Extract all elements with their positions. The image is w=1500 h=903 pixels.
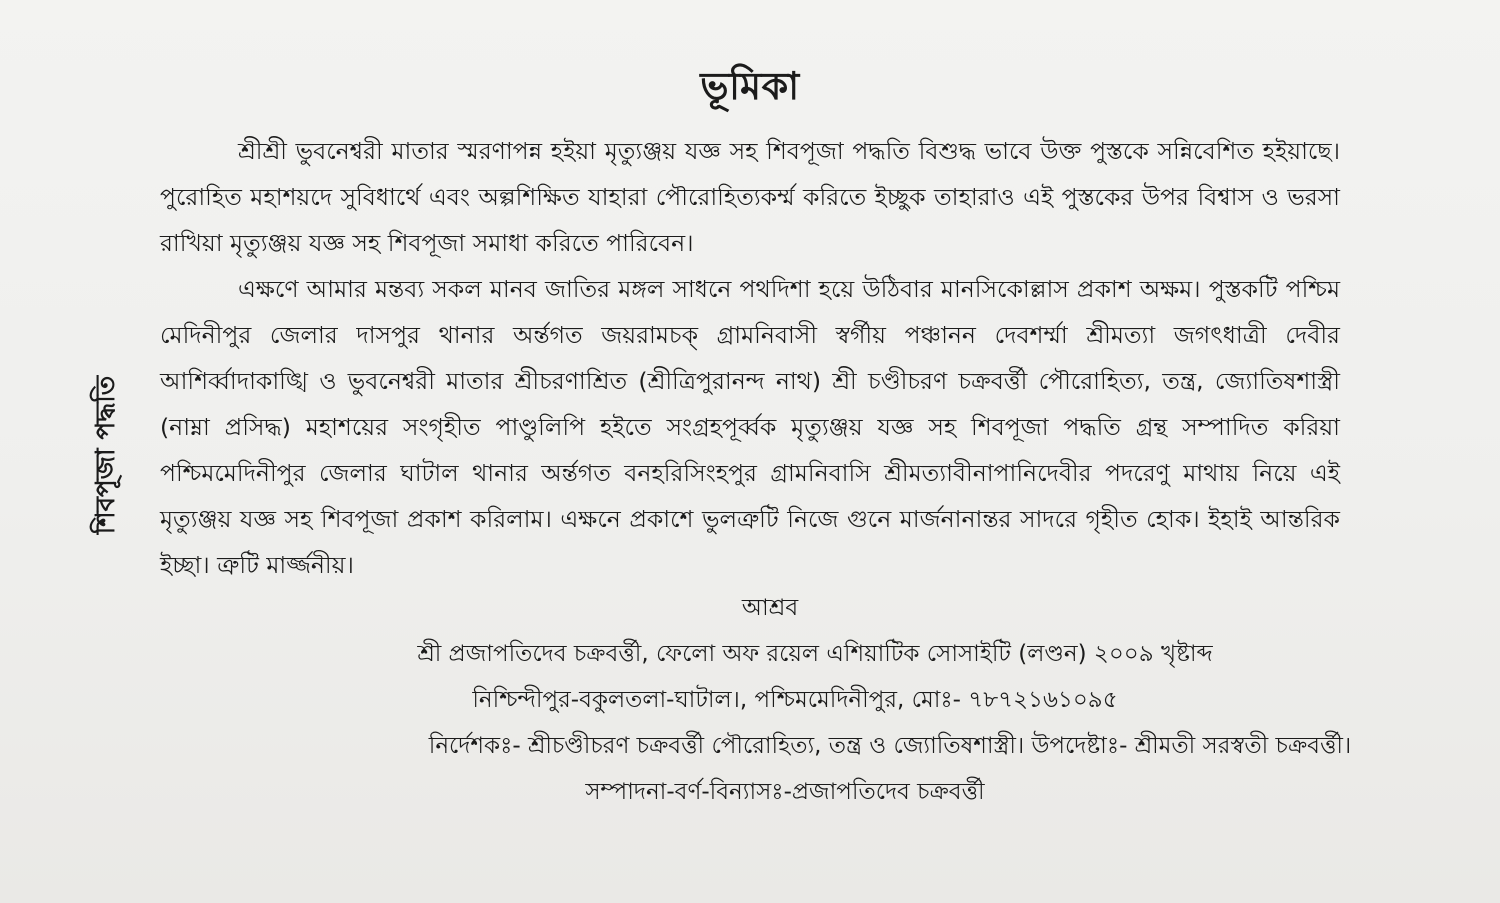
author-line: শ্রী প্রজাপতিদেব চক্রবর্ত্তী, ফেলো অফ রয়েল এশিয়াটিক সোসাইটি (লণ্ডন) ২০০৯ খৃষ্টাব্দ: [417, 641, 1213, 667]
signoff-heading: আশ্রব: [741, 595, 799, 621]
editor-line: সম্পাদনা-বর্ণ-বিন্যাসঃ-প্রজাপতিদেব চক্রবর্ত্তী: [585, 779, 985, 805]
side-label-text: শিবপূজা পদ্ধতি: [91, 375, 121, 535]
director-line: নির্দেশকঃ- শ্রীচণ্ডীচরণ চক্রবর্ত্তী পৌরোহিত্য, তন্ত্র ও জ্যোতিষশাস্ত্রী। উপদেষ্টাঃ- শ্রীমতী সরস্বতী চক্রবর্ত্তী।: [428, 733, 1352, 759]
page-title: ভূমিকা: [700, 64, 800, 108]
body-text: [160, 128, 1340, 588]
address-line: নিশ্চিন্দীপুর-বকুলতলা-ঘাটাল।, পশ্চিমমেদিনীপুর, মোঃ- ৭৮৭২১৬১০৯৫: [472, 687, 1118, 713]
paragraph-2: এক্ষণে আমার মন্তব্য সকল মানব জাতির মঙ্গল সাধনে পথদিশা হয়ে উঠিবার মানসিকোল্লাস প্রকাশ অক্ষম। পুস্তকটি পশ্চিম মেদিনীপুর জেলার দাসপুর থানার অর্ন্তগত জয়রামচক্ গ্রামনিবাসী স্বর্গীয় পঞ্চানন দেবশর্ম্মা শ্রীমত্যা জগৎধাত্রী দেবীর আশির্ব্বাদাকাঙ্খি ও ভুবনেশ্বরী মাতার শ্রীচরণাশ্রিত (শ্রীত্রিপুরানন্দ নাথ) শ্রী চণ্ডীচরণ চক্রবর্ত্তী পৌরোহিত্য, তন্ত্র, জ্যোতিষশাস্ত্রী (নাম্না প্রসিদ্ধ) মহাশয়ের সংগৃহীত পাণ্ডুলিপি হইতে সংগ্রহপূর্ব্বক মৃত্যুঞ্জয় যজ্ঞ সহ শিবপূজা পদ্ধতি গ্রন্থ সম্পাদিত করিয়া পশ্চিমমেদিনীপুর জেলার ঘাটাল থানার অর্ন্তগত বনহরিসিংহপুর গ্রামনিবাসি শ্রীমত্যাবীনাপানিদেবীর পদরেণু মাথায় নিয়ে এই মৃত্যুঞ্জয় যজ্ঞ সহ শিবপূজা প্রকাশ করিলাম। এক্ষনে প্রকাশে ভুলত্রুটি নিজে গুনে মার্জনানান্তর সাদরে গৃহীত হোক। ইহাই আন্তরিক ইচ্ছা। ত্রুটি মার্জ্জনীয়।: [160, 275, 1340, 579]
signoff-block: [0, 585, 1500, 815]
side-label: [72, 345, 142, 565]
paragraph-1: শ্রীশ্রী ভুবনেশ্বরী মাতার স্মরণাপন্ন হইয়া মৃত্যুঞ্জয় যজ্ঞ সহ শিবপূজা পদ্ধতি বিশুদ্ধ ভাবে উক্ত পুস্তকে সন্নিবেশিত হইয়াছে। পুরোহিত মহাশয়দে সুবিধার্থে এবং অল্পশিক্ষিত যাহারা পৌরোহিত্যকর্ম্ম করিতে ইচ্ছুক তাহারাও এই পুস্তকের উপর বিশ্বাস ও ভরসা রাখিয়া মৃত্যুঞ্জয় যজ্ঞ সহ শিবপূজা সমাধা করিতে পারিবেন।: [160, 137, 1340, 257]
